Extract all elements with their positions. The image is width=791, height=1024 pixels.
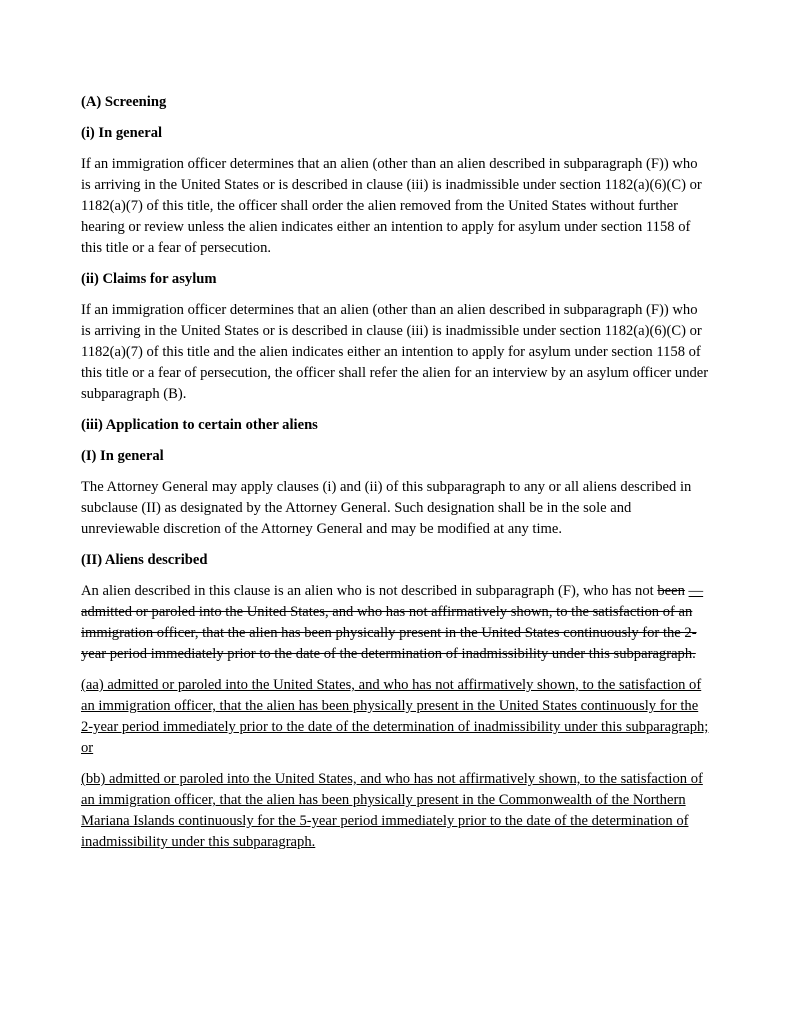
paragraph-I: The Attorney General may apply clauses (i) and (ii) of this subparagraph to any or all aliens described in subclause (II) as designated by the Attorney General. Such designation shall be in the sole and unreviewable discretion of the Attorney General and may be modified at any time.: [81, 479, 692, 537]
heading-I-in-general: (I) In general: [81, 448, 164, 464]
heading-a-screening: (A) Screening: [81, 94, 167, 110]
paragraph-aa: (aa) admitted or paroled into the United States, and who has not affirmatively shown, to the satisfaction of an immigration officer, that the alien has been physically present in the United States continuously for the 2-year period immediately prior to the date of the determination of inadmissibility under this subparagraph; or: [81, 677, 709, 756]
paragraph-II-intro: An alien described in this clause is an alien who is not described in subparagraph (F), who has not: [81, 583, 654, 599]
struck-text: admitted or paroled into the United States, and who has not affirmatively shown, to the satisfaction of an immigration officer, that the alien has been physically present in the United States continuously for the 2-year period immediately prior to the date of the determination of inadmissibility under this subparagraph.: [81, 604, 697, 662]
heading-ii-claims-for-asylum: (ii) Claims for asylum: [81, 271, 217, 287]
struck-word-been: been: [657, 583, 685, 599]
paragraph-bb: (bb) admitted or paroled into the United States, and who has not affirmatively shown, to the satisfaction of an immigration officer, that the alien has been physically present in the Commonwealth of the Northern Mariana Islands continuously for the 5-year period immediately prior to the date of the determination of inadmissibility under this subparagraph.: [81, 771, 703, 850]
heading-iii-application: (iii) Application to certain other aliens: [81, 417, 318, 433]
heading-II-aliens-described: (II) Aliens described: [81, 552, 208, 568]
paragraph-II: [81, 581, 709, 665]
heading-i-in-general: (i) In general: [81, 125, 163, 141]
paragraph-i: If an immigration officer determines that an alien (other than an alien described in subparagraph (F)) who is arriving in the United States or is described in clause (iii) is inadmissible under section 1182(a)(6)(C) or 1182(a)(7) of this title, the officer shall order the alien removed from the United States without further hearing or review unless the alien indicates either an intention to apply for asylum under section 1158 of this title or a fear of persecution.: [81, 156, 702, 256]
document-page: [81, 92, 709, 863]
paragraph-ii: If an immigration officer determines that an alien (other than an alien described in subparagraph (F)) who is arriving in the United States or is described in clause (iii) is inadmissible under section 1182(a)(6)(C) or 1182(a)(7) of this title and the alien indicates either an intention to apply for asylum under section 1158 of this title or a fear of persecution, the officer shall refer the alien for an interview by an asylum officer under subparagraph (B).: [81, 302, 709, 402]
inserted-dash: —: [688, 583, 704, 599]
